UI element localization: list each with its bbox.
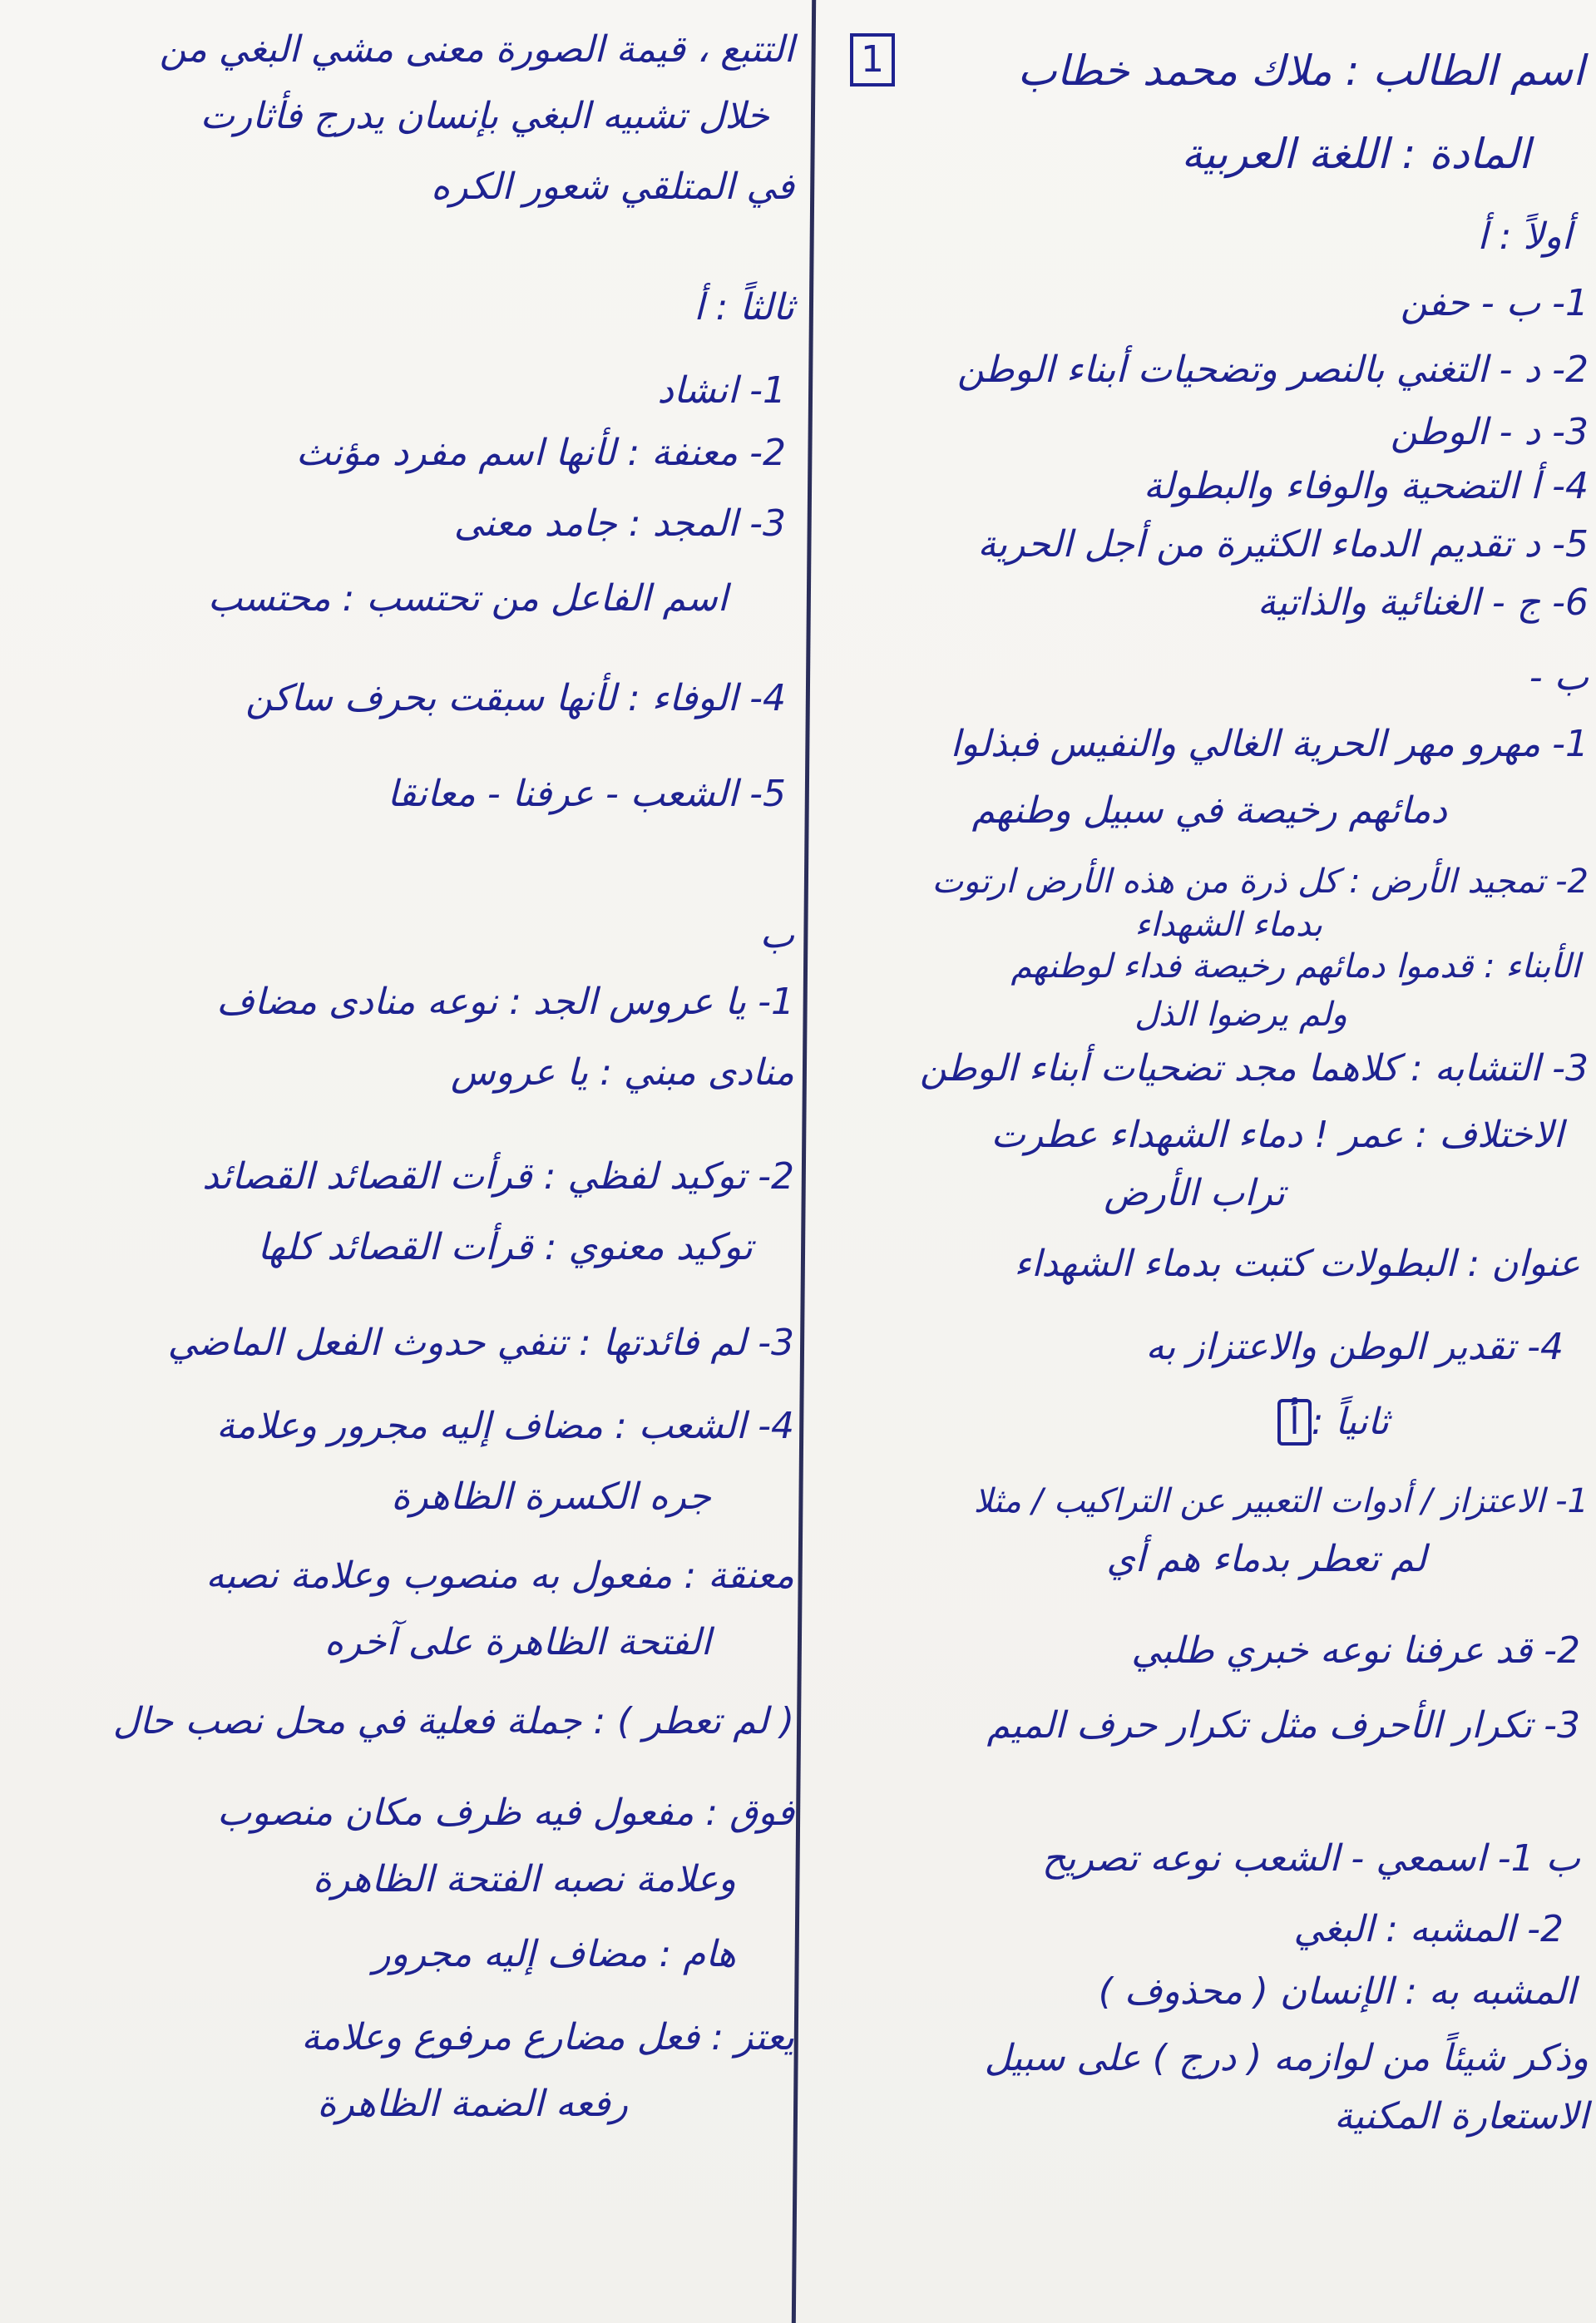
handwritten-line: جره الكسرة الظاهرة: [391, 1475, 711, 1518]
handwritten-line: وعلامة نصبه الفتحة الظاهرة: [313, 1858, 736, 1900]
handwritten-line: أولاً : أ: [1477, 215, 1572, 258]
column-divider: [792, 0, 816, 2323]
handwritten-line: 1- يا عروس الجد : نوعه منادى مضاف: [216, 981, 794, 1023]
handwritten-line: 4- الوفاء : لأنها سبقت بحرف ساكن: [245, 677, 786, 719]
handwritten-line: 1- ب - حفن: [1400, 282, 1589, 324]
handwritten-line: 1- الاعتزاز / أدوات التعبير عن التراكيب / مثلا: [973, 1482, 1589, 1520]
handwritten-line: اسم الطالب : ملاك محمد خطاب: [1017, 47, 1584, 95]
handwritten-line: فوق : مفعول فيه ظرف مكان منصوب: [217, 1792, 794, 1834]
handwritten-line: ثانياً :أ: [1269, 1397, 1389, 1447]
handwritten-line: 4- الشعب : مضاف إليه مجرور وعلامة: [216, 1405, 794, 1447]
handwritten-line: 1- انشاد: [657, 369, 786, 412]
handwritten-line: اسم الفاعل من تحتسب : محتسب: [207, 577, 728, 620]
handwritten-line: 2- توكيد لفظي : قرأت القصائد القصائد: [202, 1155, 794, 1198]
handwritten-line: 3- المجد : جامد معنى: [453, 502, 786, 545]
handwritten-line: في المتلقي شعور الكره: [431, 166, 794, 208]
handwritten-line: الاستعارة المكنية: [1334, 2095, 1589, 2138]
handwritten-line: الاختلاف : عمر ! دماء الشهداء عطرت: [991, 1114, 1564, 1156]
handwritten-line: الفتحة الظاهرة على آخره: [324, 1621, 711, 1663]
handwritten-line: 2- قد عرفنا نوعه خبري طلبي: [1131, 1629, 1580, 1672]
handwritten-line: ثالثاً : أ: [694, 286, 794, 329]
handwritten-line: 3- لم فائدتها : تنفي حدوث الفعل الماضي: [167, 1322, 794, 1364]
handwritten-line: هام : مضاف إليه مجرور: [373, 1933, 736, 1975]
handwritten-line: 2- معنفة : لأنها اسم مفرد مؤنث: [295, 432, 786, 474]
handwritten-line: المادة : اللغة العربية: [1181, 130, 1530, 178]
handwritten-line: وذكر شيئاً من لوازمه ( درج ) على سبيل: [984, 2037, 1589, 2079]
handwritten-line: ب -: [1529, 656, 1589, 699]
handwritten-line: 2- د - التغني بالنصر وتضحيات أبناء الوطن: [957, 348, 1589, 391]
right-column: [819, 0, 1589, 2323]
handwritten-line: 3- د - الوطن: [1390, 411, 1589, 453]
handwritten-line: عنوان : البطولات كتبت بدماء الشهداء: [1014, 1243, 1580, 1285]
handwritten-line: رفعه الضمة الظاهرة: [317, 2083, 628, 2125]
handwritten-line: التتبع ، قيمة الصورة معنى مشي البغي من: [159, 28, 794, 71]
handwritten-line: تراب الأرض: [1104, 1172, 1285, 1214]
page-number-box: 1: [850, 33, 895, 86]
handwritten-line: يعتز : فعل مضارع مرفوع وعلامة: [301, 2016, 794, 2059]
handwritten-line: ولم يرضوا الذل: [1134, 996, 1347, 1034]
left-column: [17, 0, 794, 2323]
handwritten-line: 5- د تقديم الدماء الكثيرة من أجل الحرية: [977, 523, 1589, 566]
handwritten-line: منادى مبني : يا عروس: [451, 1051, 794, 1094]
handwritten-line: 6- ج - الغنائية والذاتية: [1257, 581, 1589, 624]
handwritten-line: 2- المشبه : البغي: [1293, 1908, 1564, 1950]
handwritten-line: توكيد معنوي : قرأت القصائد كلها: [257, 1226, 753, 1268]
handwritten-line: ( لم تعطر ) : جملة فعلية في محل نصب حال: [112, 1700, 794, 1742]
handwritten-line: 5- الشعب - عرفنا - معانقا: [387, 773, 786, 815]
handwritten-line: لم تعطر بدماء هم أي: [1106, 1538, 1426, 1580]
handwritten-line: المشبه به : الإنسان ( محذوف ): [1098, 1970, 1576, 2013]
handwritten-line: 4- أ التضحية والوفاء والبطولة: [1143, 465, 1589, 507]
section-badge: أ: [1277, 1399, 1311, 1446]
handwritten-line: الأبناء : قدموا دمائهم رخيصة فداء لوطنهم: [1010, 947, 1580, 986]
handwritten-line: 3- تكرار الأحرف مثل تكرار حرف الميم: [986, 1704, 1580, 1747]
handwritten-line: 4- تقدير الوطن والاعتزاز به: [1145, 1326, 1564, 1368]
handwritten-line: بدماء الشهداء: [1134, 906, 1322, 944]
handwritten-line: ب 1- اسمعي - الشعب نوعه تصريح: [1042, 1837, 1580, 1880]
handwritten-line: معنقة : مفعول به منصوب وعلامة نصبه: [205, 1554, 794, 1597]
handwritten-line: دمائهم رخيصة في سبيل وطنهم: [971, 789, 1447, 832]
handwritten-line: خلال تشبيه البغي بإنسان يدرج فأثارت: [200, 95, 769, 137]
handwritten-line: 1- مهرو مهر الحرية الغالي والنفيس فبذلوا: [950, 723, 1589, 765]
handwritten-line: 2- تمجيد الأرض : كل ذرة من هذه الأرض ارتوت: [931, 862, 1589, 901]
handwritten-line: 3- التشابه : كلاهما مجد تضحيات أبناء الوطن: [920, 1047, 1589, 1090]
handwritten-line: ب: [759, 914, 794, 956]
